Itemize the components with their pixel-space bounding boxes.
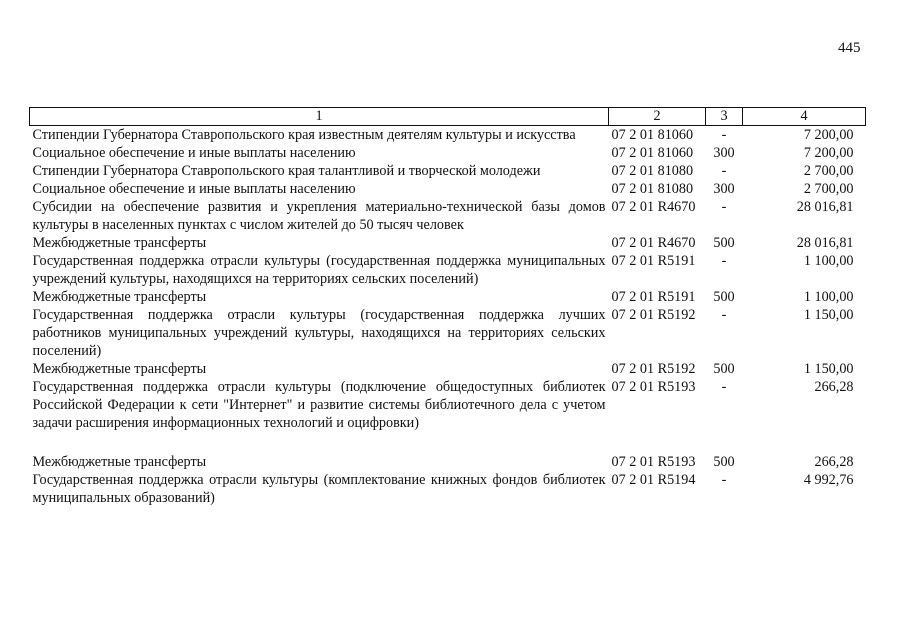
row-type: 300 bbox=[713, 145, 735, 161]
row-code: 07 2 01 81080 bbox=[611, 163, 694, 179]
table-row bbox=[30, 126, 866, 145]
row-type: 500 bbox=[713, 289, 735, 305]
row-type: - bbox=[721, 379, 727, 395]
row-name: Социальное обеспечение и иные выплаты населению bbox=[32, 181, 356, 197]
row-code: 07 2 01 R4670 bbox=[611, 235, 696, 251]
row-amount: 7 200,00 bbox=[803, 127, 854, 143]
row-type: 300 bbox=[713, 181, 735, 197]
table-header-row bbox=[30, 108, 866, 126]
row-name: Межбюджетные трансферты bbox=[32, 235, 207, 251]
table-row bbox=[30, 252, 866, 288]
row-code: 07 2 01 R5193 bbox=[611, 454, 696, 470]
row-name: Межбюджетные трансферты bbox=[32, 454, 207, 470]
table-row bbox=[30, 471, 866, 507]
row-code: 07 2 01 R5191 bbox=[611, 253, 696, 269]
row-code: 07 2 01 R5192 bbox=[611, 361, 696, 377]
row-name: Государственная поддержка отрасли культуры (подключение общедоступных библиотек Российской Федерации к сети "Интернет" и развитие системы библиотечного дела с учетом задачи расширения информационных технологий и оцифровки) bbox=[32, 379, 606, 431]
table-row bbox=[30, 234, 866, 252]
table-row bbox=[30, 306, 866, 360]
row-amount: 28 016,81 bbox=[796, 199, 854, 215]
table-row bbox=[30, 453, 866, 471]
row-name: Межбюджетные трансферты bbox=[32, 289, 207, 305]
table-row bbox=[30, 162, 866, 180]
row-name: Государственная поддержка отрасли культуры (комплектование книжных фондов библиотек муниципальных образований) bbox=[32, 472, 606, 506]
row-amount: 1 100,00 bbox=[803, 253, 854, 269]
row-name: Стипендии Губернатора Ставропольского края известным деятелям культуры и искусства bbox=[32, 127, 576, 143]
row-amount: 2 700,00 bbox=[803, 181, 854, 197]
page-number: 445 bbox=[838, 40, 861, 56]
row-type: - bbox=[721, 472, 727, 488]
row-type: 500 bbox=[713, 454, 735, 470]
row-amount: 266,28 bbox=[814, 379, 854, 395]
row-code: 07 2 01 R5192 bbox=[611, 307, 696, 323]
row-type: 500 bbox=[713, 361, 735, 377]
row-name: Субсидии на обеспечение развития и укрепления материально-технической базы домов культуры в населенных пунктах с числом жителей до 50 тысяч человек bbox=[32, 199, 606, 233]
table-row bbox=[30, 378, 866, 432]
table-row bbox=[30, 198, 866, 234]
row-amount: 1 100,00 bbox=[803, 289, 854, 305]
budget-table bbox=[29, 107, 866, 507]
spacer-row bbox=[30, 432, 866, 453]
row-amount: 1 150,00 bbox=[803, 361, 854, 377]
row-code: 07 2 01 81060 bbox=[611, 127, 694, 143]
row-amount: 7 200,00 bbox=[803, 145, 854, 161]
row-type: - bbox=[721, 253, 727, 269]
row-code: 07 2 01 R4670 bbox=[611, 199, 696, 215]
spacer-cell bbox=[30, 432, 609, 453]
row-code: 07 2 01 R5191 bbox=[611, 289, 696, 305]
row-name: Стипендии Губернатора Ставропольского края талантливой и творческой молодежи bbox=[32, 163, 541, 179]
row-code: 07 2 01 R5194 bbox=[611, 472, 696, 488]
row-amount: 4 992,76 bbox=[803, 472, 854, 488]
header-col-3: 3 bbox=[706, 108, 743, 126]
spacer-cell bbox=[743, 432, 866, 453]
row-name: Межбюджетные трансферты bbox=[32, 361, 207, 377]
table-row bbox=[30, 144, 866, 162]
row-type: 500 bbox=[713, 235, 735, 251]
row-name: Государственная поддержка отрасли культуры (государственная поддержка муниципальных учреждений культуры, находящихся на территориях сельских поселений) bbox=[32, 253, 606, 287]
table-row bbox=[30, 288, 866, 306]
header-col-4: 4 bbox=[743, 108, 866, 126]
row-type: - bbox=[721, 199, 727, 215]
row-amount: 2 700,00 bbox=[803, 163, 854, 179]
row-name: Социальное обеспечение и иные выплаты населению bbox=[32, 145, 356, 161]
row-amount: 1 150,00 bbox=[803, 307, 854, 323]
row-code: 07 2 01 81080 bbox=[611, 181, 694, 197]
header-col-1: 1 bbox=[30, 108, 609, 126]
row-type: - bbox=[721, 127, 727, 143]
row-type: - bbox=[721, 307, 727, 323]
table-row bbox=[30, 360, 866, 378]
row-code: 07 2 01 R5193 bbox=[611, 379, 696, 395]
table-row bbox=[30, 180, 866, 198]
row-code: 07 2 01 81060 bbox=[611, 145, 694, 161]
row-amount: 28 016,81 bbox=[796, 235, 854, 251]
row-name: Государственная поддержка отрасли культуры (государственная поддержка лучших работников муниципальных учреждений культуры, находящихся на территориях сельских поселений) bbox=[32, 307, 606, 359]
spacer-cell bbox=[706, 432, 743, 453]
spacer-cell bbox=[609, 432, 706, 453]
row-type: - bbox=[721, 163, 727, 179]
row-amount: 266,28 bbox=[814, 454, 854, 470]
header-col-2: 2 bbox=[609, 108, 706, 126]
